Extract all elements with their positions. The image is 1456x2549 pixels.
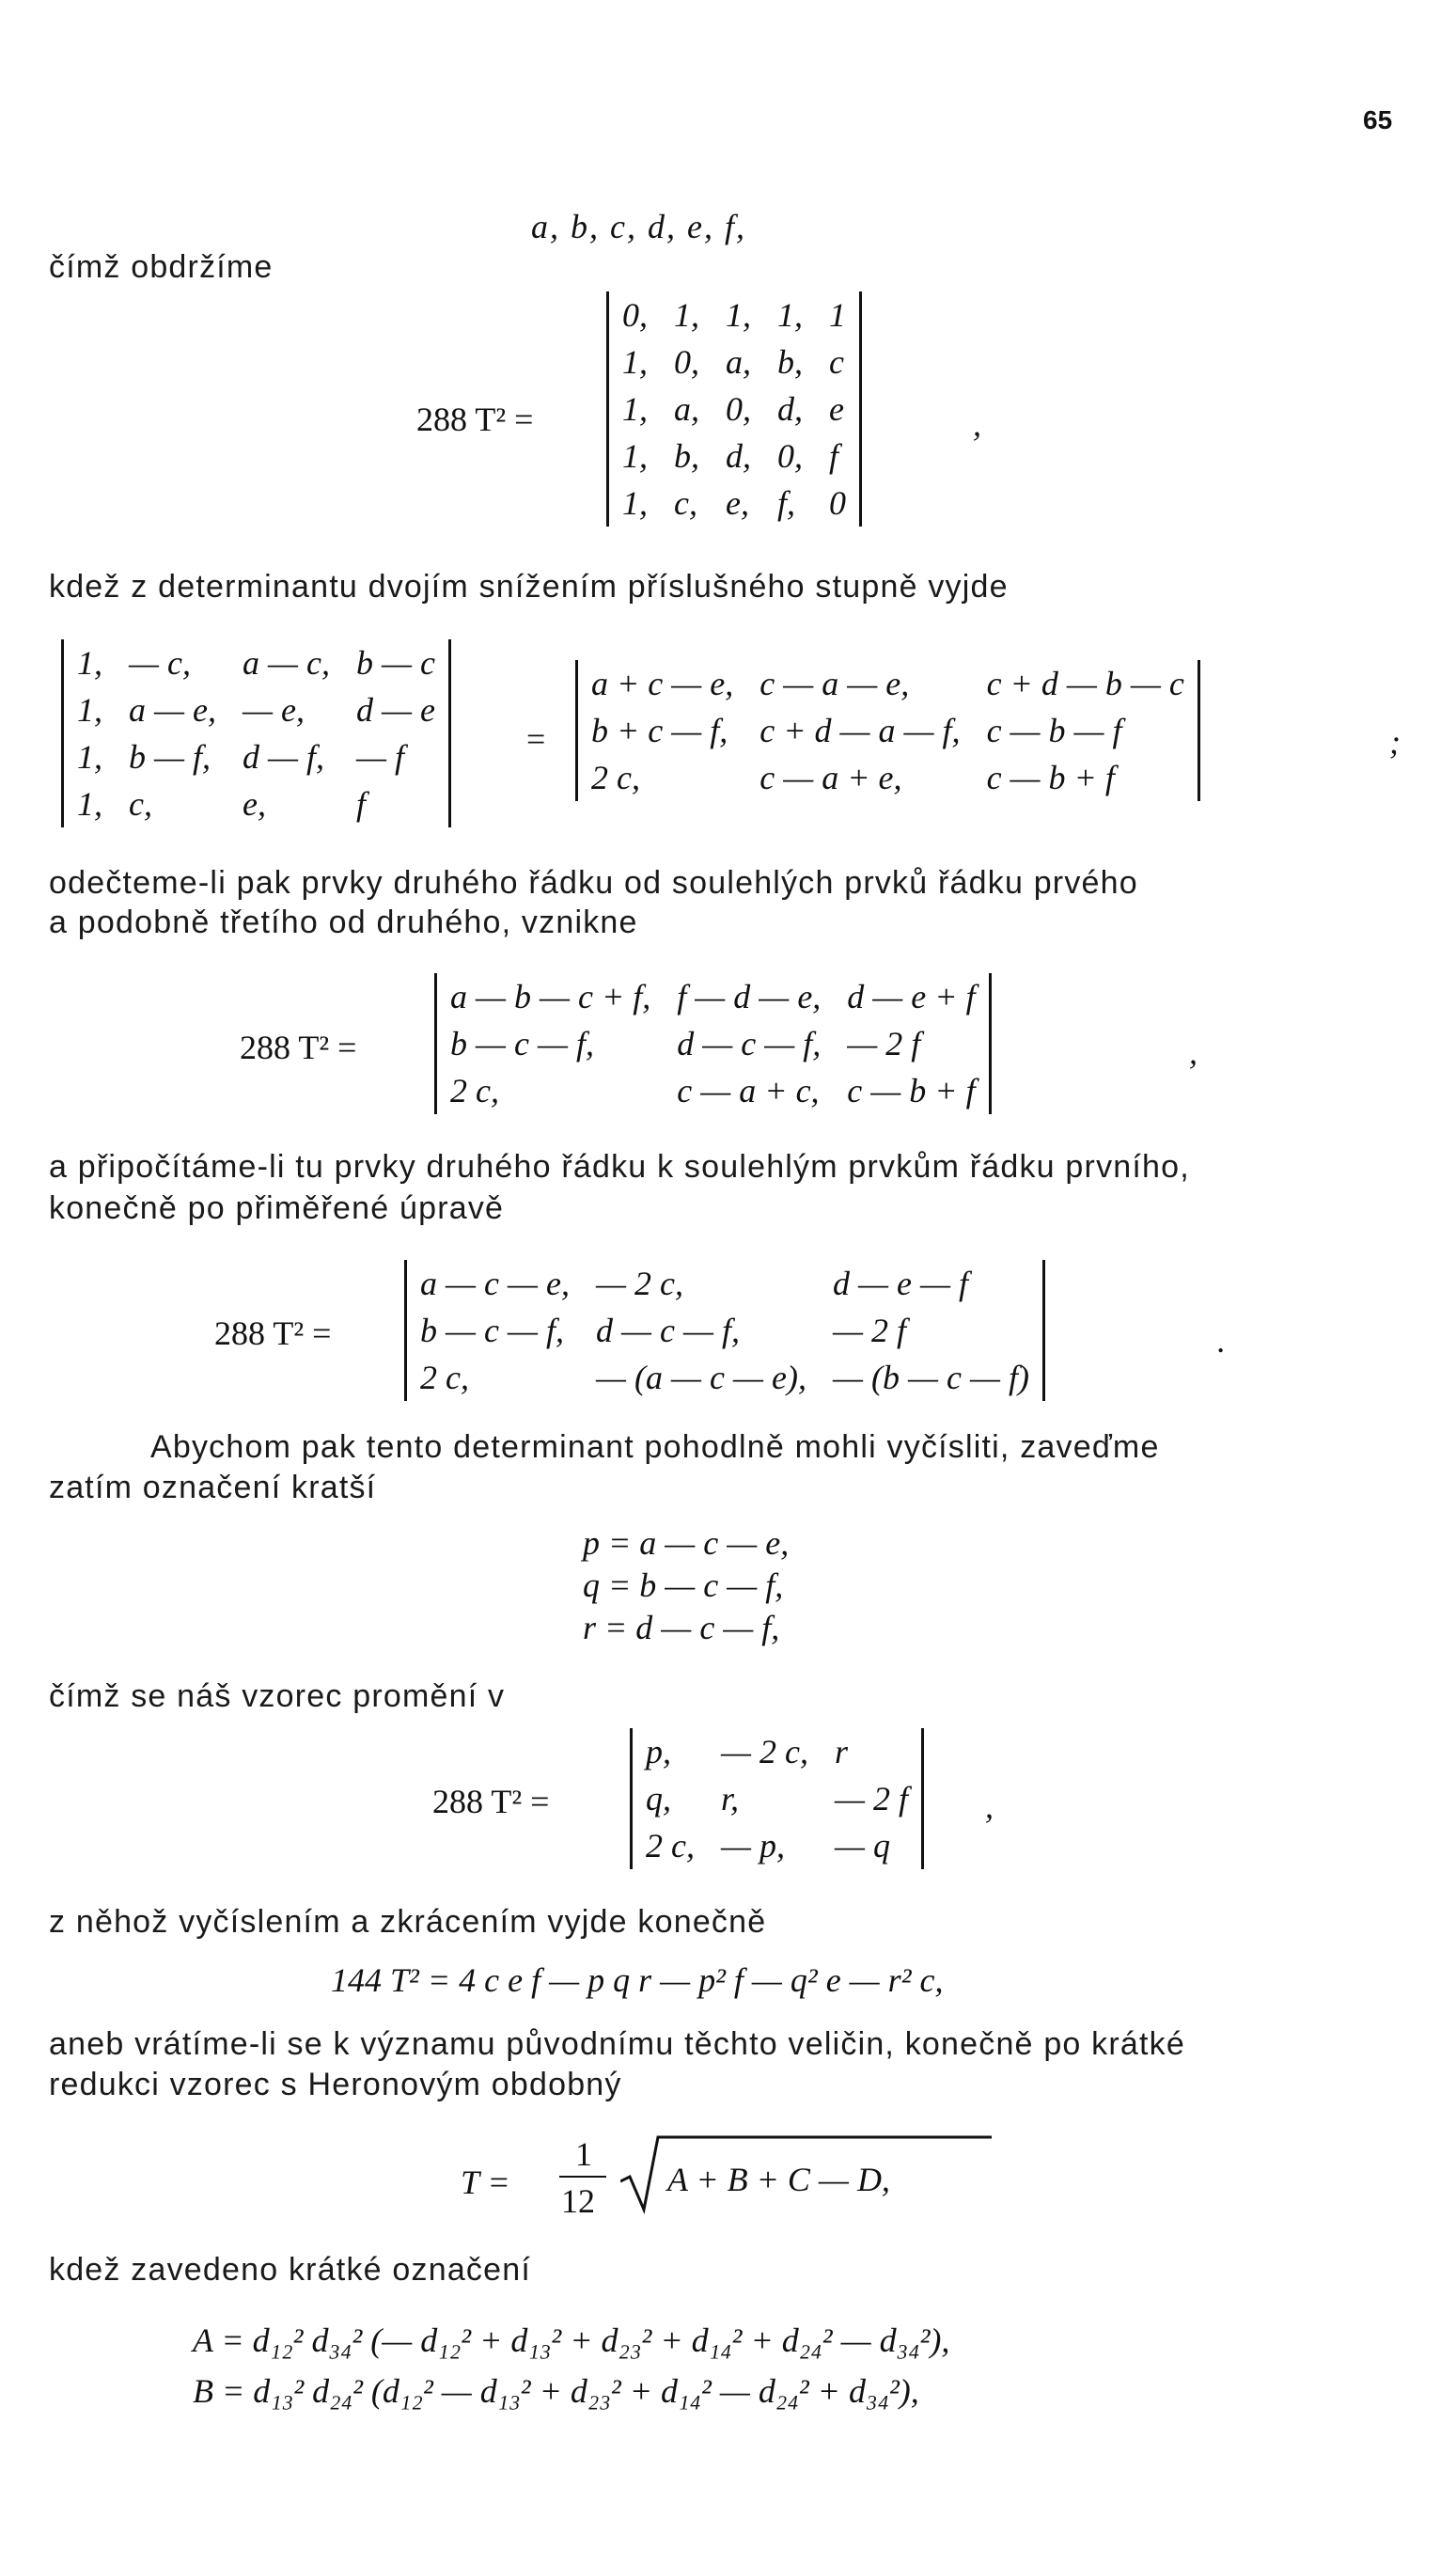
det2-left-cell: e,	[243, 785, 266, 823]
det1-cell: 0	[829, 484, 846, 522]
det5-row	[633, 1775, 921, 1822]
equation-B: B = d₁₃² d₂₄² (d₁₂² — d₁₃² + d₂₃² + d₁₄² — d₂₄² + d₃₄²),	[193, 2372, 919, 2410]
det3-row	[437, 973, 989, 1020]
eq2-equals: =	[526, 720, 546, 758]
determinant-2-right	[575, 660, 1200, 801]
det1-cell: f,	[777, 484, 796, 522]
equation-6: 144 T² = 4 c e f — p q r — p² f — q² e — r² c,	[331, 1961, 944, 1999]
det1-cell: 0,	[622, 296, 648, 334]
det4-cell: b — c — f,	[420, 1312, 564, 1349]
paragraph-4-line-2: konečně po přiměřené úpravě	[49, 1190, 505, 1226]
det3-row	[437, 1067, 989, 1114]
det2-right-row	[578, 707, 1198, 754]
paragraph-8-line-2: redukci vzorec s Heronovým obdobný	[49, 2067, 622, 2102]
det1-cell: 1	[829, 296, 846, 334]
det5-cell: 2 c,	[646, 1827, 695, 1865]
det4-cell: — (b — c — f)	[832, 1359, 1029, 1396]
equation-A: A = d₁₂² d₃₄² (— d₁₂² + d₁₃² + d₂₃² + d₁₄² + d₂₄² — d₃₄²),	[193, 2321, 950, 2359]
eq7-lhs: T =	[461, 2164, 510, 2201]
det2-right-cell: c — b + f	[986, 759, 1115, 796]
det1-cell: 0,	[777, 437, 803, 475]
definition-q: q = b — c — f,	[583, 1566, 784, 1604]
det1-cell: c,	[674, 484, 697, 522]
det2-left-row	[64, 780, 448, 827]
determinant-4	[404, 1260, 1045, 1401]
det3-cell: d — c — f,	[677, 1025, 822, 1062]
eq7-radicand: A + B + C — D,	[667, 2161, 890, 2198]
det2-left-cell: 1,	[77, 785, 102, 823]
paragraph-6: čímž se náš vzorec promění v	[49, 1678, 506, 1714]
det4-cell: — (a — c — e),	[595, 1359, 806, 1396]
det2-right-cell: c — b — f	[986, 712, 1122, 749]
eq5-lhs: 288 T² =	[432, 1783, 550, 1820]
det5-cell: p,	[646, 1733, 671, 1770]
det1-cell: e	[829, 390, 844, 428]
determinant-3	[434, 973, 992, 1114]
determinant-1	[606, 291, 862, 527]
det2-right-cell: b + c — f,	[591, 712, 728, 749]
det2-left-cell: a — c,	[243, 644, 330, 682]
det5-row	[633, 1822, 921, 1869]
det4-row	[407, 1260, 1042, 1307]
det1-cell: 1,	[622, 343, 648, 381]
eq1-end: ,	[973, 405, 981, 443]
paragraph-9: kdež zavedeno krátké označení	[49, 2252, 531, 2288]
paragraph-4-line-1: a připočítáme-li tu prvky druhého řádku k soulehlým prvkům řádku prvního,	[49, 1149, 1190, 1185]
det1-cell: 0,	[674, 343, 699, 381]
det1-cell: 1,	[777, 296, 803, 334]
det1-cell: f	[829, 437, 839, 475]
det2-right-row	[578, 660, 1198, 707]
paragraph-7: z něhož vyčíslením a zkrácením vyjde konečně	[49, 1904, 767, 1940]
det2-left-cell: b — c	[356, 644, 435, 682]
det1-cell: a,	[726, 343, 751, 381]
eq3-end: ,	[1189, 1033, 1198, 1071]
paragraph-5-line-1: Abychom pak tento determinant pohodlně mohli vyčísliti, zaveďme	[150, 1429, 1160, 1465]
det5-cell: — q	[834, 1827, 890, 1865]
det3-cell: f — d — e,	[677, 978, 822, 1015]
eq7-denominator: 12	[561, 2182, 595, 2220]
det4-cell: d — c — f,	[595, 1312, 740, 1349]
det2-left-row	[64, 733, 448, 780]
det5-cell: — p,	[720, 1827, 785, 1865]
det2-right-cell: c — a + e,	[759, 759, 902, 796]
det5-cell: — 2 c,	[720, 1733, 808, 1770]
det1-row	[609, 385, 859, 433]
det5-cell: q,	[646, 1780, 671, 1817]
det1-cell: 1,	[726, 296, 751, 334]
det4-cell: d — e — f	[832, 1265, 968, 1302]
definition-p: p = a — c — e,	[583, 1524, 790, 1562]
det1-row	[609, 480, 859, 527]
det2-left-row	[64, 686, 448, 733]
det2-left-cell: d — f,	[243, 738, 325, 776]
eq7-fraction-bar	[559, 2176, 606, 2178]
paragraph-3-line-2: a podobně třetího od druhého, vznikne	[49, 905, 638, 940]
det1-cell: 0,	[726, 390, 751, 428]
det1-cell: 1,	[622, 437, 648, 475]
eq1-lhs: 288 T² =	[416, 401, 534, 438]
paragraph-1: čímž obdržíme	[49, 249, 274, 285]
det1-row	[609, 338, 859, 385]
determinant-5	[630, 1728, 924, 1869]
det3-cell: a — b — c + f,	[450, 978, 651, 1015]
determinant-2-left	[61, 639, 451, 827]
det5-cell: r	[834, 1733, 848, 1770]
det4-cell: a — c — e,	[420, 1265, 570, 1302]
det2-left-cell: — f	[356, 738, 405, 776]
det2-left-cell: f	[356, 785, 367, 823]
det1-row	[609, 433, 859, 480]
det1-cell: b,	[777, 343, 803, 381]
det1-cell: a,	[674, 390, 699, 428]
det2-left-cell: d — e	[356, 691, 435, 729]
det1-cell: c	[829, 343, 844, 381]
eq7-numerator: 1	[575, 2135, 592, 2173]
det3-row	[437, 1020, 989, 1067]
det2-left-cell: a — e,	[129, 691, 216, 729]
paragraph-3-line-1: odečteme-li pak prvky druhého řádku od soulehlých prvků řádku prvého	[49, 865, 1138, 901]
det1-row	[609, 291, 859, 338]
paragraph-8-line-1: aneb vrátíme-li se k významu původnímu těchto veličin, konečně po krátké	[49, 2026, 1185, 2062]
det4-row	[407, 1307, 1042, 1354]
det3-cell: c — a + c,	[677, 1072, 820, 1109]
eq4-lhs: 288 T² =	[214, 1314, 332, 1352]
eq5-end: ,	[985, 1787, 994, 1825]
det1-cell: 1,	[622, 484, 648, 522]
det2-left-row	[64, 639, 448, 686]
det3-cell: b — c — f,	[450, 1025, 594, 1062]
det2-right-cell: a + c — e,	[591, 665, 734, 702]
det3-cell: d — e + f	[847, 978, 976, 1015]
det1-cell: 1,	[622, 390, 648, 428]
det2-right-cell: c — a — e,	[759, 665, 910, 702]
det2-right-cell: c + d — b — c	[986, 665, 1184, 702]
det2-right-cell: 2 c,	[591, 759, 640, 796]
det4-cell: — 2 f	[832, 1312, 906, 1349]
det1-cell: d,	[726, 437, 751, 475]
det1-cell: d,	[777, 390, 803, 428]
eq4-end: .	[1217, 1322, 1226, 1360]
det3-cell: 2 c,	[450, 1072, 499, 1109]
det1-cell: 1,	[674, 296, 699, 334]
det5-cell: — 2 f	[834, 1780, 908, 1817]
header-variables: a, b, c, d, e, f,	[531, 208, 746, 245]
det4-cell: 2 c,	[420, 1359, 469, 1396]
det2-left-cell: — c,	[129, 644, 191, 682]
det5-row	[633, 1728, 921, 1775]
eq2-end: ;	[1389, 723, 1401, 761]
det1-cell: b,	[674, 437, 699, 475]
det2-left-cell: 1,	[77, 691, 102, 729]
det2-left-cell: 1,	[77, 644, 102, 682]
det2-right-row	[578, 754, 1198, 801]
det3-cell: — 2 f	[847, 1025, 921, 1062]
det2-left-cell: c,	[129, 785, 152, 823]
det3-cell: c — b + f	[847, 1072, 976, 1109]
det2-left-cell: — e,	[243, 691, 305, 729]
det2-left-cell: 1,	[77, 738, 102, 776]
paragraph-5-line-2: zatím označení kratší	[49, 1470, 377, 1505]
det2-left-cell: b — f,	[129, 738, 211, 776]
definition-r: r = d — c — f,	[583, 1609, 780, 1646]
eq3-lhs: 288 T² =	[240, 1029, 357, 1066]
det4-cell: — 2 c,	[595, 1265, 683, 1302]
det5-cell: r,	[720, 1780, 740, 1817]
det2-right-cell: c + d — a — f,	[759, 712, 961, 749]
det4-row	[407, 1354, 1042, 1401]
page-number: 65	[1363, 105, 1393, 134]
det1-cell: e,	[726, 484, 749, 522]
paragraph-2: kdež z determinantu dvojím snížením příslušného stupně vyjde	[49, 569, 1009, 605]
